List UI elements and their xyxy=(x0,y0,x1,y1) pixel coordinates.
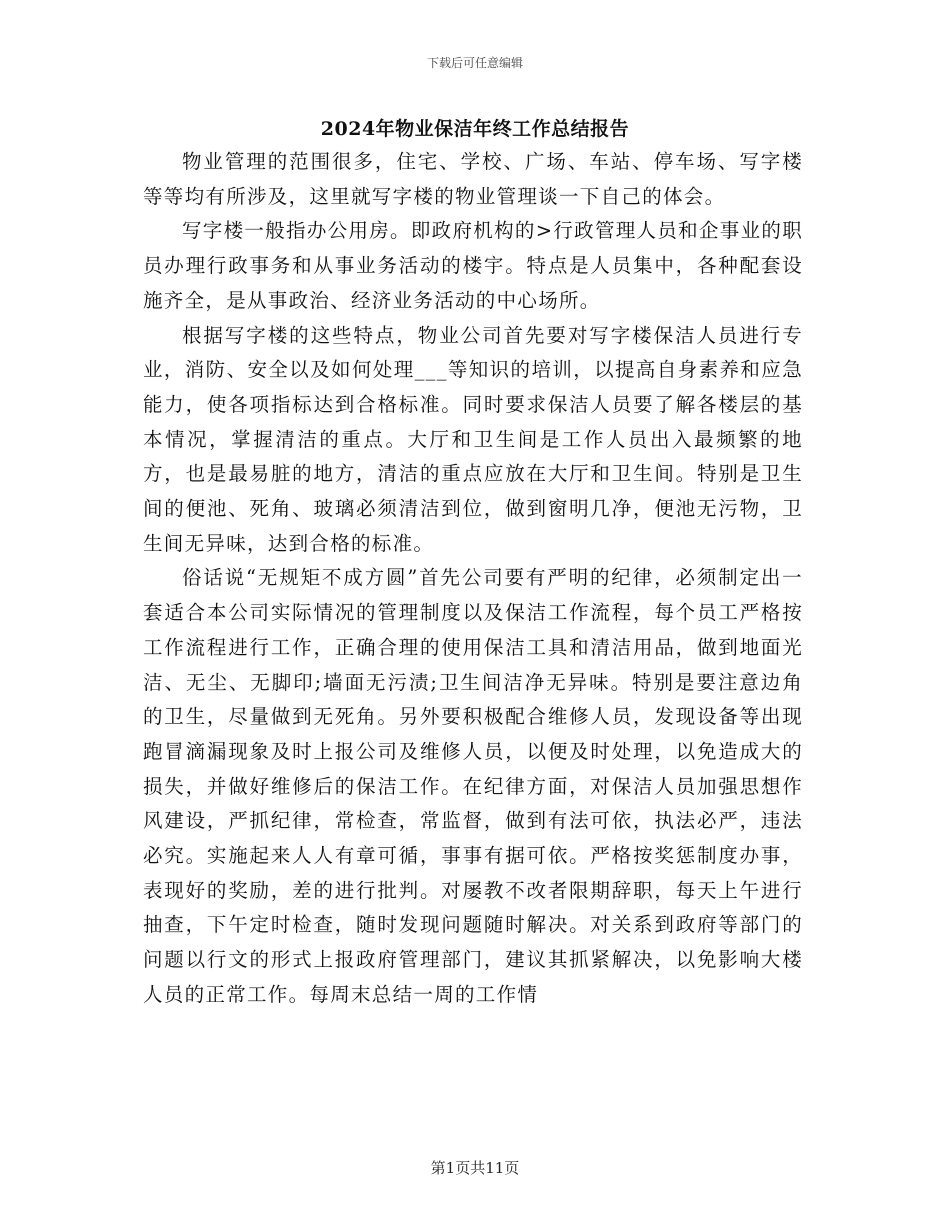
body-paragraph: 写字楼一般指办公用房。即政府机构的>行政管理人员和企事业的职员办理行政事务和从事业务活动的楼宇。特点是人员集中，各种配套设施齐全，是从事政治、经济业务活动的中心场所。 xyxy=(143,219,803,312)
body-paragraph: 物业管理的范围很多，住宅、学校、广场、车站、停车场、写字楼等等均有所涉及，这里就写字楼的物业管理谈一下自己的体会。 xyxy=(143,150,803,208)
page-header-note: 下载后可任意编辑 xyxy=(426,56,523,70)
body-paragraph: 俗话说“无规矩不成方圆”首先公司要有严明的纪律，必须制定出一套适合本公司实际情况的管理制度以及保洁工作流程，每个员工严格按工作流程进行工作，正确合理的使用保洁工具和清洁用品，做到地面光洁、无尘、无脚印;墙面无污渍;卫生间洁净无异味。特别是要注意边角的卫生，尽量做到无死角。另外要积极配合维修人员，发现设备等出现跑冒滴漏现象及时上报公司及维修人员，以便及时处理，以免造成大的损失，并做好维修后的保洁工作。在纪律方面，对保洁人员加强思想作风建设，严抓纪律，常检查，常监督，做到有法可依，执法必严，违法必究。实施起来人人有章可循，事事有据可依。严格按奖惩制度办事，表现好的奖励，差的进行批判。对屡教不改者限期辞职，每天上午进行抽查，下午定时检查，随时发现问题随时解决。对关系到政府等部门的问题以行文的形式上报政府管理部门，建议其抓紧解决，以免影响大楼人员的正常工作。每周末总结一周的工作情 xyxy=(143,566,803,1006)
document-body xyxy=(143,145,803,1013)
body-paragraph: 根据写字楼的这些特点，物业公司首先要对写字楼保洁人员进行专业，消防、安全以及如何处理___等知识的培训，以提高自身素养和应急能力，使各项指标达到合格标准。同时要求保洁人员要了解各楼层的基本情况，掌握清洁的重点。大厅和卫生间是工作人员出入最频繁的地方，也是最易脏的地方，清洁的重点应放在大厅和卫生间。特别是卫生间的便池、死角、玻璃必须清洁到位，做到窗明几净，便池无污物，卫生间无异味，达到合格的标准。 xyxy=(143,323,803,555)
document-title: 2024年物业保洁年终工作总结报告 xyxy=(320,118,630,140)
page-footer-page-number: 第1页共11页 xyxy=(430,1159,520,1177)
